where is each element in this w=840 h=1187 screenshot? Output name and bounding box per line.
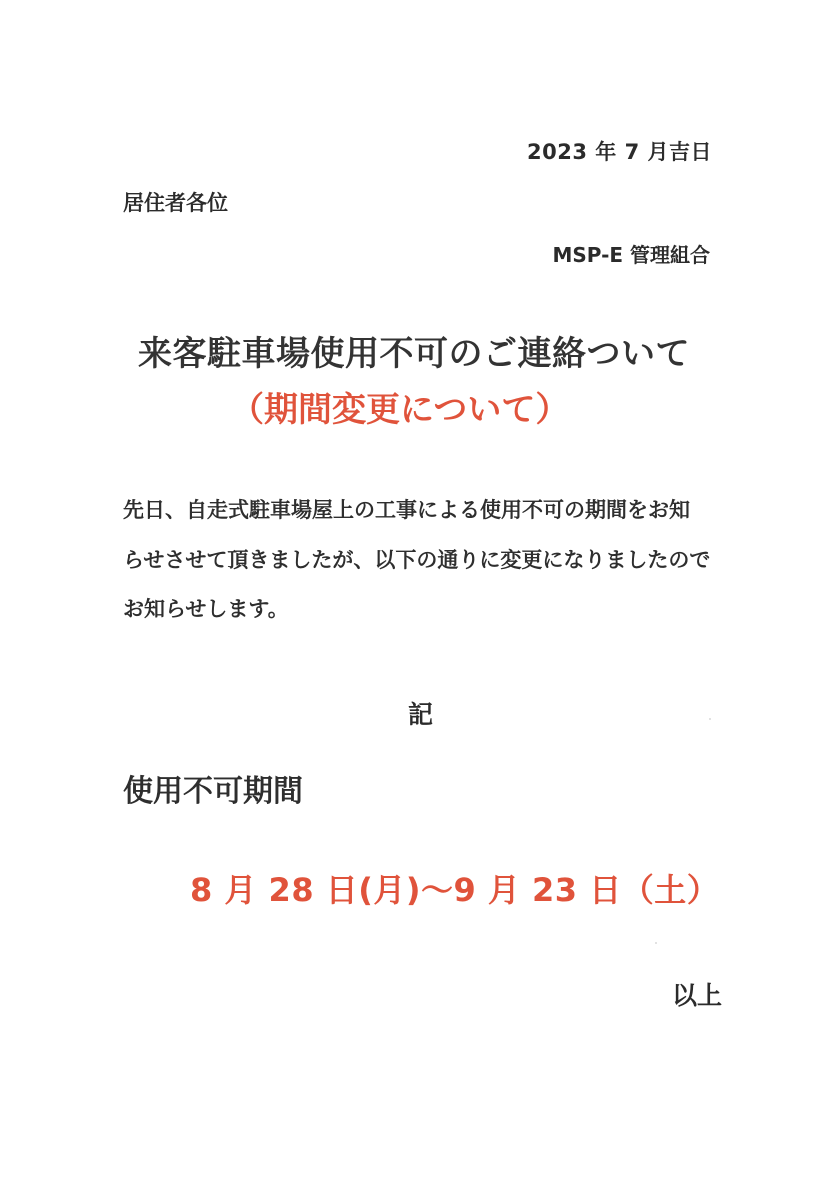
period-value: 8 月 28 日(月)～9 月 23 日（土） <box>190 871 720 909</box>
sender-line: MSP-E 管理組合 <box>552 243 710 267</box>
body-line: らせさせて頂きましたが、以下の通りに変更になりましたので <box>123 548 711 572</box>
period-heading: 使用不可期間 <box>123 774 303 809</box>
notice-subtitle: （期間変更について） <box>230 390 570 430</box>
notice-date: 2023 年 7 月吉日 <box>527 140 712 164</box>
scan-speck <box>709 718 711 720</box>
closing-mark: 以上 <box>671 981 722 1010</box>
scan-speck <box>655 942 657 944</box>
body-line: お知らせします。 <box>123 597 289 621</box>
ki-marker: 記 <box>408 700 434 729</box>
body-line: 先日、自走式駐車場屋上の工事による使用不可の期間をお知 <box>123 498 690 522</box>
notice-title: 来客駐車場使用不可のご連絡ついて <box>138 334 690 374</box>
recipient-line: 居住者各位 <box>123 191 228 215</box>
